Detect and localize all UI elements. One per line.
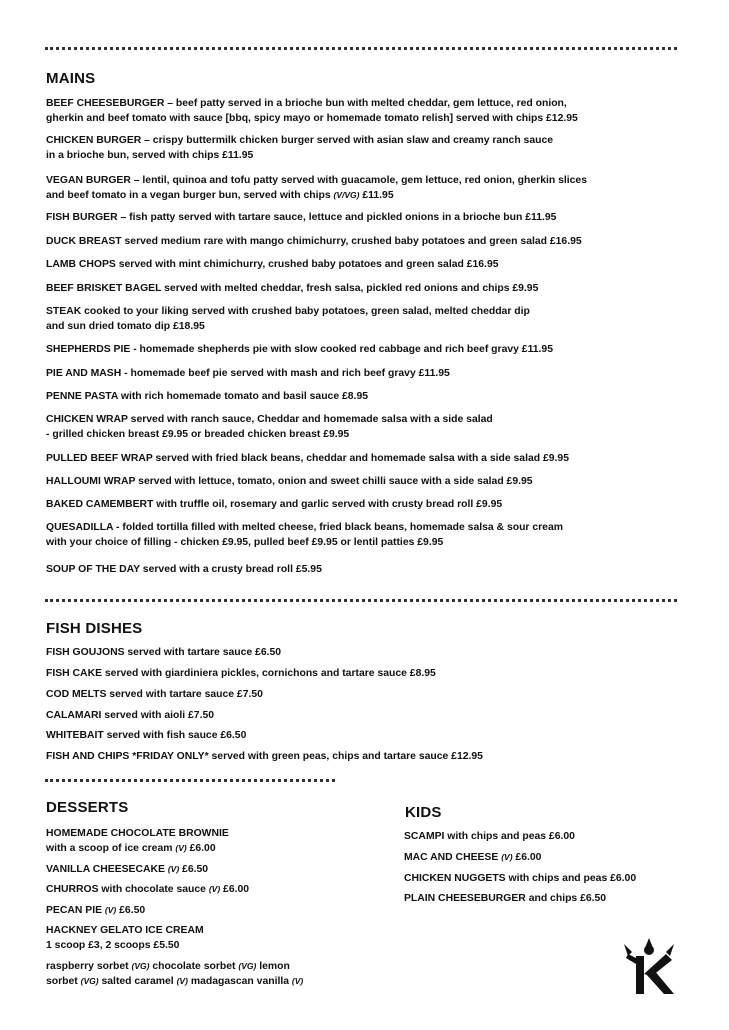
dessert-item-churros — [46, 882, 249, 897]
mains-item — [46, 497, 502, 512]
mains-item-line: QUESADILLA - folded tortilla filled with melted cheese, fried black beans, homemade salsa & sour cream — [46, 522, 563, 533]
mains-heading: MAINS — [46, 70, 96, 87]
dessert-pecan-price: £6.50 — [116, 905, 146, 916]
mains-item-line: CHICKEN WRAP served with ranch sauce, Cheddar and homemade salsa with a side salad — [46, 414, 493, 425]
mains-item — [46, 562, 322, 577]
mains-item-line: - grilled chicken breast £9.95 or breaded chicken breast £9.95 — [46, 429, 350, 440]
mains-item — [46, 96, 578, 126]
dessert-item-brownie — [46, 826, 229, 856]
mains-item — [46, 281, 538, 296]
mains-item-line: HALLOUMI WRAP served with lettuce, tomato, onion and sweet chilli sauce with a side salad £9.95 — [46, 476, 533, 487]
mains-item-line: BEEF BRISKET BAGEL served with melted cheddar, fresh salsa, pickled red onions and chips £9.95 — [46, 283, 539, 294]
fish-item: FISH GOUJONS served with tartare sauce £6.50 — [46, 647, 282, 658]
desserts-heading: DESSERTS — [46, 799, 129, 816]
mains-item — [46, 474, 533, 489]
mains-item — [46, 520, 563, 550]
mains-item — [46, 412, 493, 442]
dessert-item-pecan — [46, 903, 145, 918]
dessert-brownie-line2 — [46, 841, 229, 856]
fish-item: CALAMARI served with aioli £7.50 — [46, 710, 215, 721]
mains-item — [46, 173, 587, 203]
dessert-item-cheesecake — [46, 862, 208, 877]
dietary-tag: (V/VG) — [333, 190, 360, 200]
kids-item-mac — [404, 850, 541, 865]
mains-item-line: BAKED CAMEMBERT with truffle oil, rosemary and garlic served with crusty bread roll £9.95 — [46, 499, 503, 510]
dietary-tag: (V) — [176, 976, 188, 986]
dessert-churros-price: £6.00 — [220, 884, 250, 895]
kids-mac-price: £6.00 — [512, 852, 542, 863]
flavour-text: lemon — [256, 961, 290, 972]
dietary-tag: (VG) — [238, 961, 257, 971]
mains-item-price: £11.95 — [359, 190, 394, 201]
dessert-item-flavours — [46, 959, 303, 989]
dietary-tag: (VG) — [131, 961, 150, 971]
dessert-flavours-line1 — [46, 959, 303, 974]
mains-item — [46, 257, 499, 272]
kids-mac-text: MAC AND CHEESE — [404, 852, 502, 863]
dessert-cheesecake-price: £6.50 — [179, 864, 209, 875]
dessert-brownie-price: £6.00 — [186, 843, 216, 854]
flavour-text: sorbet — [46, 976, 81, 987]
mains-item — [46, 234, 582, 249]
fish-item: FISH AND CHIPS *FRIDAY ONLY* served with green peas, chips and tartare sauce £12.95 — [46, 751, 483, 762]
dietary-tag: (V) — [104, 905, 117, 915]
mains-item — [46, 133, 553, 163]
mains-item-line: CHICKEN BURGER – crispy buttermilk chicken burger served with asian slaw and creamy ranch sauce — [46, 135, 554, 146]
dessert-gelato-line2: 1 scoop £3, 2 scoops £5.50 — [46, 940, 180, 951]
mains-item-line: LAMB CHOPS served with mint chimichurry, crushed baby potatoes and green salad £16.95 — [46, 259, 499, 270]
mains-item — [46, 451, 569, 466]
dietary-tag: (V) — [208, 884, 221, 894]
dessert-cheesecake-text: VANILLA CHEESECAKE — [46, 864, 168, 875]
flavour-text: madagascan vanilla — [187, 976, 292, 987]
mains-item-line: gherkin and beef tomato with sauce [bbq, spicy mayo or homemade tomato relish] served with chips £12.95 — [46, 113, 578, 124]
dessert-brownie-line1: HOMEMADE CHOCOLATE BROWNIE — [46, 828, 229, 839]
dietary-tag: (V) — [175, 843, 187, 853]
mains-item-line: VEGAN BURGER – lentil, quinoa and tofu patty served with guacamole, gem lettuce, red onion, gherkin slices — [46, 175, 587, 186]
mains-item-line: FISH BURGER – fish patty served with tartare sauce, lettuce and pickled onions in a brioche bun £11.95 — [46, 212, 557, 223]
dietary-tag: (V) — [167, 864, 180, 874]
mains-item — [46, 366, 450, 381]
kids-item-cheeseburger: PLAIN CHEESEBURGER and chips £6.50 — [404, 893, 607, 904]
divider-mid — [45, 599, 677, 602]
kids-item-scampi: SCAMPI with chips and peas £6.00 — [404, 831, 575, 842]
mains-item-line: PULLED BEEF WRAP served with fried black beans, cheddar and homemade salsa with a side salad £9.95 — [46, 453, 569, 464]
dessert-churros-text: CHURROS with chocolate sauce — [46, 884, 209, 895]
mains-item-line: with your choice of filling - chicken £9.95, pulled beef £9.95 or lentil patties £9.95 — [46, 537, 444, 548]
flavour-text: salted caramel — [98, 976, 177, 987]
crown-k-logo-icon — [622, 938, 676, 996]
dietary-tag: (V) — [291, 976, 304, 986]
mains-item-line: BEEF CHEESEBURGER – beef patty served in a brioche bun with melted cheddar, gem lettuce, red onion, — [46, 98, 567, 109]
mains-item-line: in a brioche bun, served with chips £11.95 — [46, 150, 254, 161]
mains-item-line — [46, 188, 587, 203]
mains-item — [46, 210, 556, 225]
dessert-gelato-line1: HACKNEY GELATO ICE CREAM — [46, 925, 204, 936]
fish-item: FISH CAKE served with giardiniera pickles, cornichons and tartare sauce £8.95 — [46, 668, 436, 679]
fish-item: WHITEBAIT served with fish sauce £6.50 — [46, 730, 247, 741]
mains-item-line: and sun dried tomato dip £18.95 — [46, 321, 205, 332]
divider-top — [45, 47, 677, 50]
fish-heading: FISH DISHES — [46, 620, 143, 637]
flavour-text: chocolate sorbet — [149, 961, 239, 972]
mains-item-text: and beef tomato in a vegan burger bun, served with chips — [46, 190, 331, 201]
kids-heading: KIDS — [405, 804, 442, 821]
mains-item-line: DUCK BREAST served medium rare with mango chimichurry, crushed baby potatoes and green salad £16.95 — [46, 236, 582, 247]
mains-item — [46, 389, 368, 404]
flavour-text: raspberry sorbet — [46, 961, 132, 972]
mains-item — [46, 304, 530, 334]
mains-item-line: SOUP OF THE DAY served with a crusty bread roll £5.95 — [46, 564, 322, 575]
dietary-tag: (VG) — [80, 976, 99, 986]
dessert-flavours-line2 — [46, 974, 303, 989]
dietary-tag: (V) — [501, 852, 513, 862]
mains-item-line: PENNE PASTA with rich homemade tomato and basil sauce £8.95 — [46, 391, 369, 402]
fish-item: COD MELTS served with tartare sauce £7.50 — [46, 689, 263, 700]
mains-item-line: PIE AND MASH - homemade beef pie served with mash and rich beef gravy £11.95 — [46, 368, 450, 379]
kids-item-nuggets: CHICKEN NUGGETS with chips and peas £6.00 — [404, 873, 637, 884]
mains-item — [46, 342, 553, 357]
divider-short — [45, 779, 335, 782]
dessert-item-gelato — [46, 923, 204, 953]
dessert-brownie-text: with a scoop of ice cream — [46, 843, 176, 854]
dessert-pecan-text: PECAN PIE — [46, 905, 105, 916]
mains-item-line: STEAK cooked to your liking served with crushed baby potatoes, green salad, melted cheddar dip — [46, 306, 530, 317]
mains-item-line: SHEPHERDS PIE - homemade shepherds pie with slow cooked red cabbage and rich beef gravy £11.95 — [46, 344, 553, 355]
